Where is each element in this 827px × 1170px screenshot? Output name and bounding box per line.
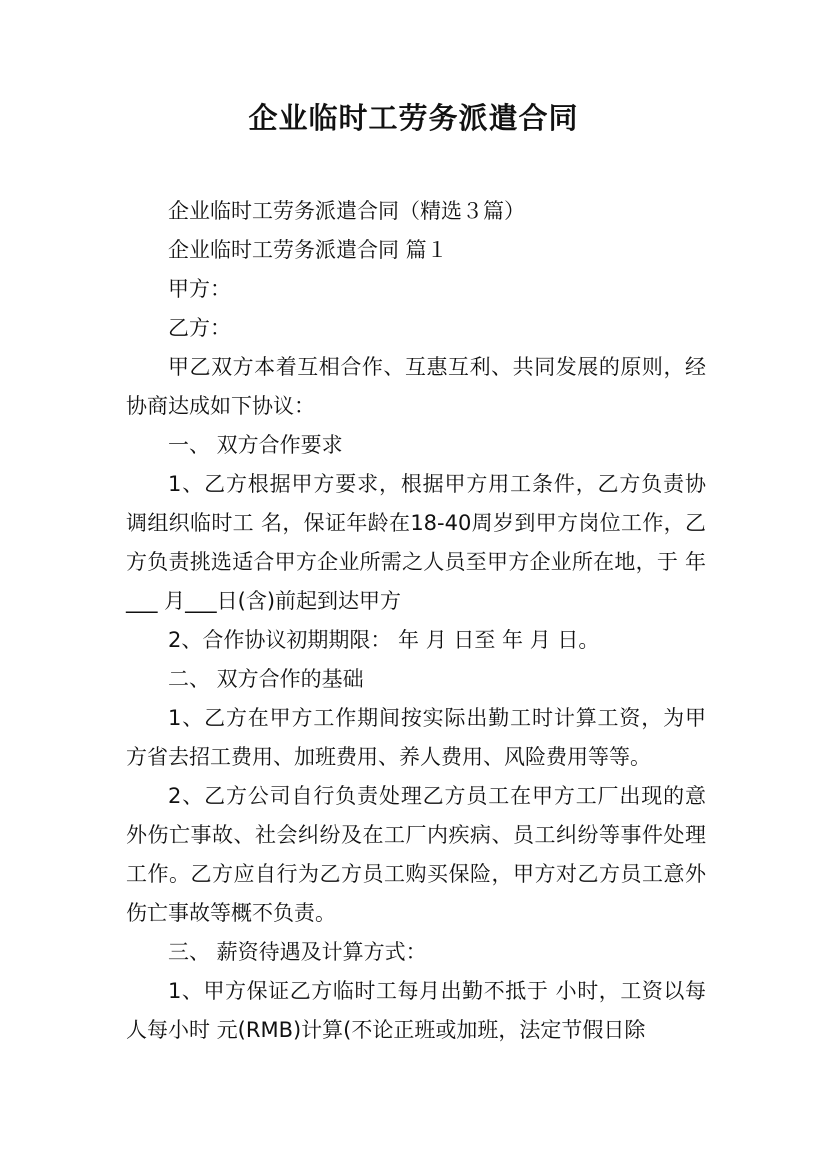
section-heading-1: 一、 双方合作要求 (168, 433, 343, 457)
paragraph-part-heading: 企业临时工劳务派遣合同 篇１ (168, 238, 448, 262)
paragraph-party-b: 乙方： (168, 316, 231, 340)
paragraph-preamble: 甲乙双方本着互相合作、互惠互利、共同发展的原则，经协商达成如下协议： (126, 355, 706, 418)
clause-2-2: 2、乙方公司自行负责处理乙方员工在甲方工厂出现的意外伤亡事故、社会纠纷及在工厂内疾病、员工纠纷等事件处理工作。乙方应自行为乙方员工购买保险，甲方对乙方员工意外伤亡事故等概不负责。 (126, 784, 706, 925)
clause-1-1: 1、乙方根据甲方要求，根据甲方用工条件，乙方负责协调组织临时工 名，保证年龄在18-40周岁到甲方岗位工作，乙方负责挑选适合甲方企业所需之人员至甲方企业所在地，于 年___ 月___日(含)前起到达甲方 (126, 472, 706, 613)
document-body (126, 192, 706, 1050)
clause-2-1: 1、乙方在甲方工作期间按实际出勤工时计算工资，为甲方省去招工费用、加班费用、养人费用、风险费用等等。 (126, 706, 706, 769)
clause-3-1: 1、甲方保证乙方临时工每月出勤不抵于 小时，工资以每人每小时 元(RMB)计算(不论正班或加班，法定节假日除 (126, 979, 706, 1042)
paragraph-subtitle: 企业临时工劳务派遣合同（精选３篇） (168, 199, 525, 223)
section-heading-2: 二、 双方合作的基础 (168, 667, 364, 691)
document-title: 企业临时工劳务派遣合同 (248, 101, 579, 135)
section-heading-3: 三、 薪资待遇及计算方式： (168, 940, 427, 964)
clause-1-2: 2、合作协议初期期限： 年 月 日至 年 月 日。 (168, 628, 600, 652)
paragraph-party-a: 甲方： (168, 277, 231, 301)
